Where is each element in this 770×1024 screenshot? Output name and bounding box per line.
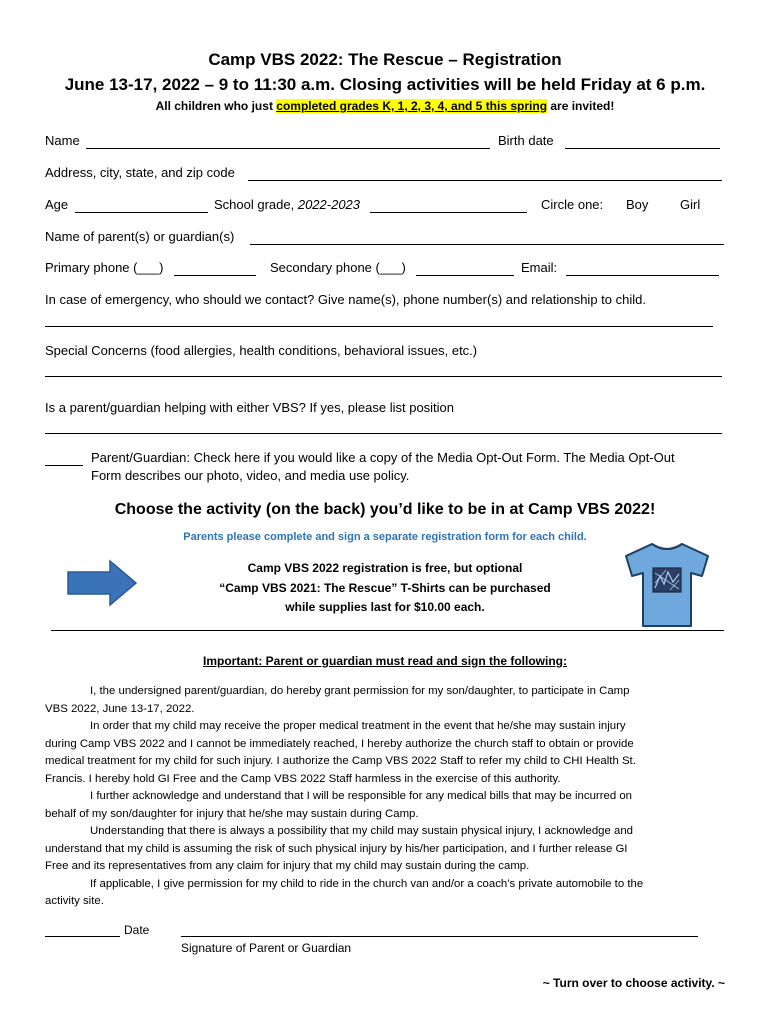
helping-label: Is a parent/guardian helping with either VBS? If yes, please list position xyxy=(45,400,455,415)
birth-date-field[interactable] xyxy=(565,148,720,149)
special-concerns-label: Special Concerns (food allergies, health conditions, behavioral issues, etc.) xyxy=(45,343,478,358)
media-opt-out-checkbox[interactable] xyxy=(45,465,83,466)
invite-line: All children who just completed grades K, 1, 2, 3, 4, and 5 this spring are invited! xyxy=(155,99,615,113)
consent-heading: Important: Parent or guardian must read and sign the following: xyxy=(202,654,568,668)
right-arrow-icon xyxy=(66,559,138,607)
activity-heading: Choose the activity (on the back) you’d like to be in at Camp VBS 2022! xyxy=(114,501,656,518)
girl-option[interactable]: Girl xyxy=(680,197,701,212)
separate-form-note: Parents please complete and sign a separate registration form for each child. xyxy=(183,531,587,543)
date-field[interactable] xyxy=(45,936,120,937)
age-field[interactable] xyxy=(75,212,208,213)
name-field[interactable] xyxy=(86,148,490,149)
special-concerns-field[interactable] xyxy=(45,376,722,377)
parent-name-label: Name of parent(s) or guardian(s) xyxy=(45,229,235,244)
date-label: Date xyxy=(124,923,150,937)
boy-option[interactable]: Boy xyxy=(626,197,649,212)
name-label: Name xyxy=(45,133,80,148)
parent-name-field[interactable] xyxy=(250,244,724,245)
consent-text: I, the undersigned parent/guardian, do hereby grant permission for my son/daughter, to participate in Camp VBS 2022, June 13-17, 2022. In order that my child may receive the proper medical treatment in the event that he/she may sustain injury during Camp VBS 2022 and I cannot be immediately reached, I hereby authorize the church staff to obtain or provide medical treatment for my child for such injury. I authorize the Camp VBS 2022 Staff to refer my child to CHI Health St. Francis. I hereby hold GI Free and the Camp VBS 2022 Staff harmless in the exercise of this authority. I further acknowledge and understand that I will be responsible for any medical bills that may be incurred on behalf of my son/daughter for injury that he/she may sustain during Camp. Understanding that there is always a possibility that my child may sustain physical injury, I acknowledge and understand that my child is assuming the risk of such physical injury by his/her participation, and I further release GI Free and its representatives from any claim for injury that my child may sustain during the camp. If applicable, I give permission for my child to ride in the church van and/or a coach’s private automobile to the activity site. xyxy=(45,685,644,907)
circle-one-label: Circle one: xyxy=(541,197,604,212)
address-label: Address, city, state, and zip code xyxy=(45,165,235,180)
secondary-phone-label: Secondary phone (___) xyxy=(270,260,406,275)
emergency-field[interactable] xyxy=(45,326,713,327)
birth-date-label: Birth date xyxy=(498,133,554,148)
primary-phone-field[interactable] xyxy=(174,275,256,276)
school-grade-field[interactable] xyxy=(370,212,527,213)
age-label: Age xyxy=(45,197,69,212)
section-divider xyxy=(51,630,724,631)
secondary-phone-field[interactable] xyxy=(416,275,514,276)
school-grade-label: School grade, 2022-2023 xyxy=(214,197,361,212)
form-subtitle: June 13-17, 2022 – 9 to 11:30 a.m. Closing activities will be held Friday at 6 p.m. xyxy=(64,75,706,94)
address-field[interactable] xyxy=(248,180,722,181)
turn-over-note: ~ Turn over to choose activity. ~ xyxy=(542,976,725,990)
email-label: Email: xyxy=(521,260,558,275)
signature-label: Signature of Parent or Guardian xyxy=(181,941,352,955)
media-opt-out-text-line2: Form describes our photo, video, and media use policy. xyxy=(91,468,410,483)
primary-phone-label: Primary phone (___) xyxy=(45,260,164,275)
form-title: Camp VBS 2022: The Rescue – Registration xyxy=(208,50,562,69)
email-field[interactable] xyxy=(566,275,719,276)
media-opt-out-text-line1: Parent/Guardian: Check here if you would like a copy of the Media Opt-Out Form. The Media Opt-Out xyxy=(91,450,675,465)
helping-field[interactable] xyxy=(45,433,722,434)
emergency-label: In case of emergency, who should we contact? Give name(s), phone number(s) and relationship to child. xyxy=(45,292,646,307)
signature-field[interactable] xyxy=(181,936,698,937)
grades-highlight: completed grades K, 1, 2, 3, 4, and 5 this spring xyxy=(276,99,548,113)
tshirt-icon xyxy=(622,540,712,630)
tshirt-info: Camp VBS 2022 registration is free, but optional “Camp VBS 2021: The Rescue” T-Shirts can be purchased while supplies last for $10.00 each. xyxy=(219,561,551,614)
